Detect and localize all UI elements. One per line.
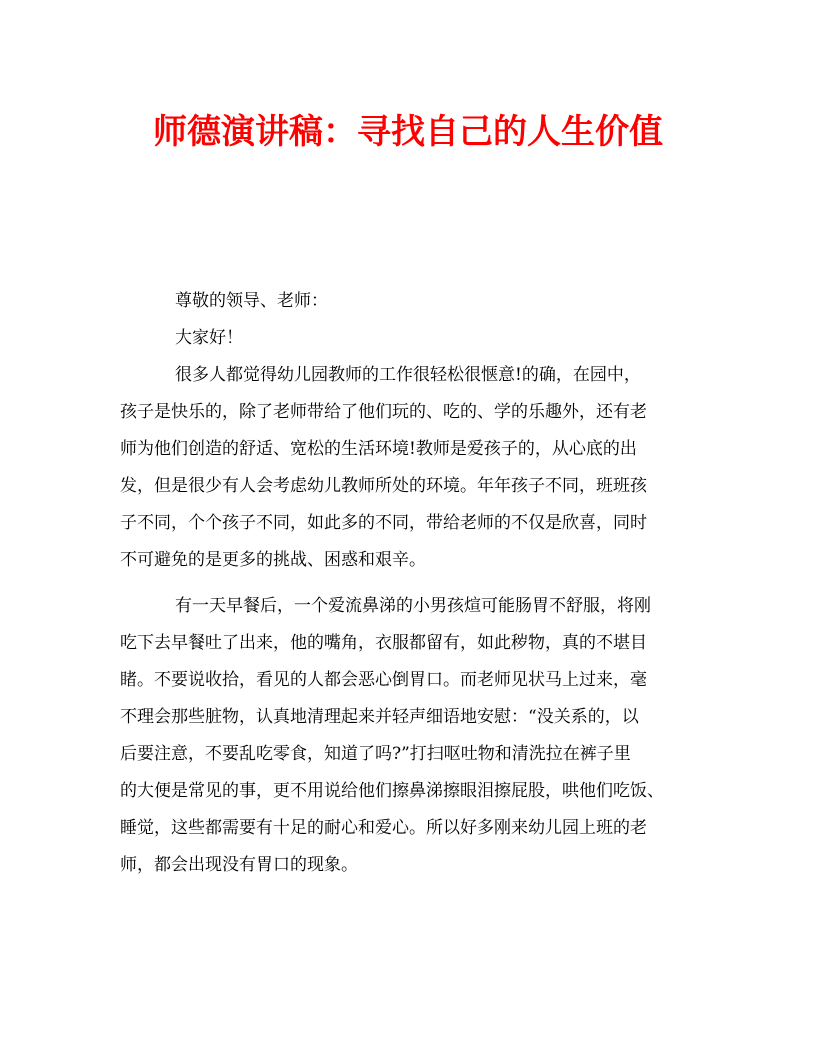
document-body <box>120 283 698 884</box>
paragraph-line: 子不同，个个孩子不同，如此多的不同，带给老师的不仅是欣喜，同时 <box>120 513 647 533</box>
paragraph-2 <box>120 588 698 884</box>
paragraph-line: 的大便是常见的事，更不用说给他们擦鼻涕擦眼泪擦屁股，哄他们吃饭、 <box>120 781 664 801</box>
salutation: 尊敬的领导、老师： <box>175 291 328 311</box>
paragraph-line: 师为他们创造的舒适、宽松的生活环境!教师是爱孩子的，从心底的出 <box>120 439 637 459</box>
greeting: 大家好！ <box>175 328 243 348</box>
paragraph-line: 后要注意，不要乱吃零食，知道了吗?”打扫呕吐物和清洗拉在裤子里 <box>120 744 631 764</box>
document-title: 师德演讲稿：寻找自己的人生价值 <box>153 112 663 152</box>
paragraph-line: 不可避免的是更多的挑战、困惑和艰辛。 <box>120 550 426 570</box>
paragraph-line: 师，都会出现没有胃口的现象。 <box>120 855 358 875</box>
paragraph-line: 很多人都觉得幼儿园教师的工作很轻松很惬意!的确，在园中， <box>175 365 641 385</box>
paragraph-line: 孩子是快乐的，除了老师带给了他们玩的、吃的、学的乐趣外，还有老 <box>120 402 647 422</box>
paragraph-line: 睡觉，这些都需要有十足的耐心和爱心。所以好多刚来幼儿园上班的老 <box>120 818 647 838</box>
paragraph-line: 睹。不要说收拾，看见的人都会恶心倒胃口。而老师见状马上过来，毫 <box>120 670 647 690</box>
paragraph-line: 不理会那些脏物，认真地清理起来并轻声细语地安慰：“没关系的，以 <box>120 707 639 727</box>
paragraph-1 <box>120 357 698 579</box>
paragraph-line: 有一天早餐后，一个爱流鼻涕的小男孩煊可能肠胃不舒服，将刚 <box>175 596 651 616</box>
paragraph-line: 发，但是很少有人会考虑幼儿教师所处的环境。年年孩子不同，班班孩 <box>120 476 647 496</box>
paragraph-line: 吃下去早餐吐了出来，他的嘴角，衣服都留有，如此秽物，真的不堪目 <box>120 633 647 653</box>
